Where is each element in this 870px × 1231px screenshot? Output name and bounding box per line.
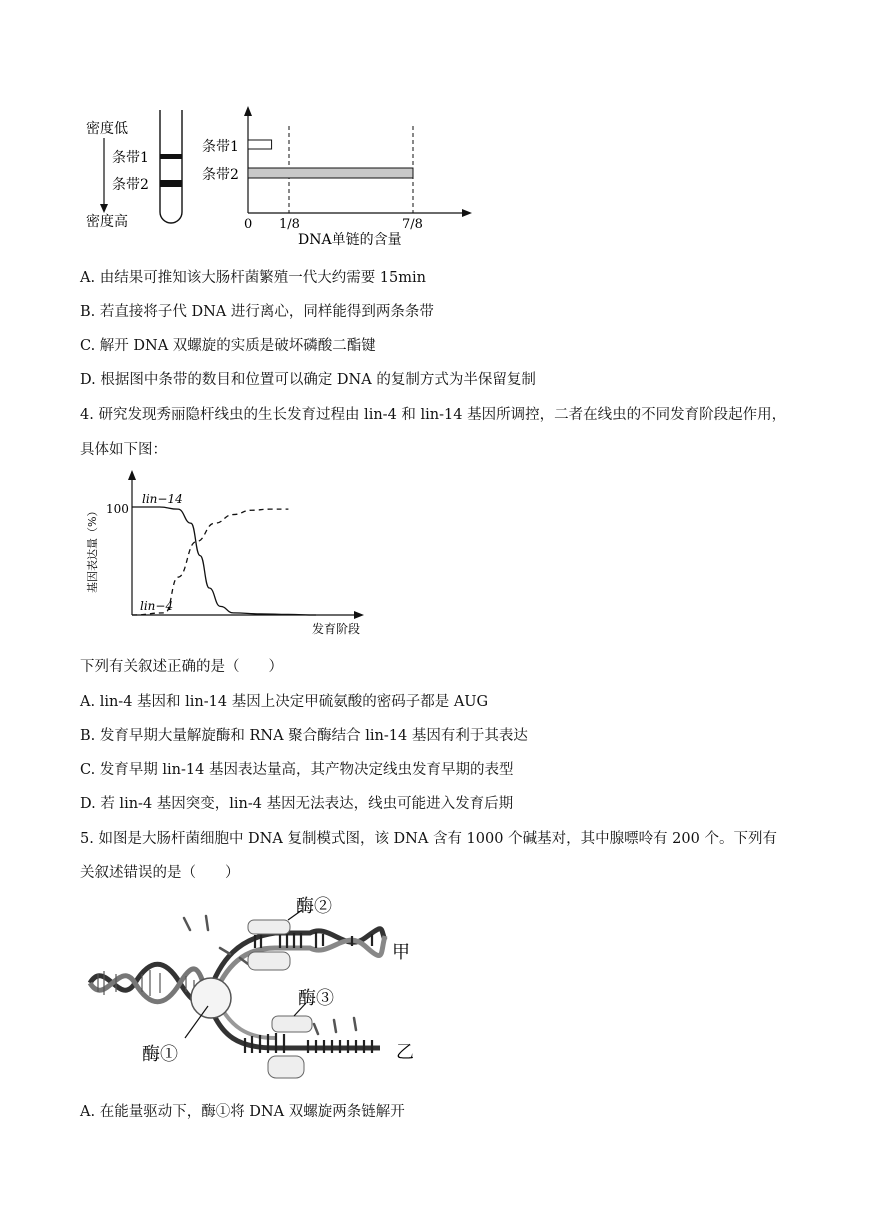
label-enzyme2: 酶② (296, 896, 332, 917)
q4-stem-line1: 4. 研究发现秀丽隐杆线虫的生长发育过程由 lin-4 和 lin-14 基因所调控，二者在线虫的不同发育阶段起作用， (80, 407, 787, 423)
series-label-lin4: lin−4 (140, 599, 174, 613)
label-tube-band1: 条带1 (112, 150, 149, 166)
q3-option-d: D. 根据图中条带的数目和位置可以确定 DNA 的复制方式为半保留复制 (80, 372, 536, 388)
q4-prompt: 下列有关叙述正确的是（ ） (80, 659, 283, 675)
density-arrow-head (100, 204, 108, 213)
chart1-label-band1: 条带1 (202, 139, 239, 155)
label-density-high: 密度高 (86, 214, 128, 230)
label-enzyme3: 酶③ (298, 988, 334, 1009)
label-density-low: 密度低 (86, 121, 128, 137)
gene-expression-chart (80, 465, 380, 643)
q5-option-a: A. 在能量驱动下，酶①将 DNA 双螺旋两条链解开 (80, 1104, 405, 1120)
chart1-label-band2: 条带2 (202, 167, 239, 183)
chart1-tick-1-8: 1/8 (279, 217, 300, 232)
parent-helix (90, 964, 208, 1002)
label-strand-yi: 乙 (396, 1042, 414, 1063)
bar-band-2 (248, 168, 413, 178)
q3-option-c: C. 解开 DNA 双螺旋的实质是破坏磷酸二酯键 (80, 338, 376, 354)
label-strand-jia: 甲 (392, 942, 410, 963)
q5-stem-line1: 5. 如图是大肠杆菌细胞中 DNA 复制模式图，该 DNA 含有 1000 个碱基对，其中腺嘌呤有 200 个。下列有 (80, 831, 777, 847)
q4-option-a: A. lin-4 基因和 lin-14 基因上决定甲硫氨酸的密码子都是 AUG (80, 694, 489, 710)
figure1-svg (80, 100, 490, 250)
label-tube-band2: 条带2 (112, 177, 149, 193)
chart1-tick-0: 0 (244, 217, 253, 232)
label-enzyme1: 酶① (142, 1044, 178, 1065)
bar-band-1 (248, 140, 272, 149)
q4-option-d: D. 若 lin-4 基因突变，lin-4 基因无法表达，线虫可能进入发育后期 (80, 796, 514, 812)
chart1-tick-7-8: 7/8 (402, 217, 423, 232)
chart1-x-label: DNA单链的含量 (298, 232, 402, 248)
centrifuge-tube (160, 110, 182, 223)
chart2-y-tick-100: 100 (106, 502, 129, 516)
q3-option-a: A. 由结果可推知该大肠杆菌繁殖一代大约需要 15min (80, 270, 426, 286)
dna-replication-diagram (80, 888, 430, 1088)
q4-option-c: C. 发育早期 lin-14 基因表达量高，其产物决定线虫发育早期的表型 (80, 762, 514, 778)
q4-option-b: B. 发育早期大量解旋酶和 RNA 聚合酶结合 lin-14 基因有利于其表达 (80, 728, 528, 744)
tube-band-2 (161, 180, 182, 187)
q4-stem-line2: 具体如下图： (80, 442, 167, 458)
enzyme1-shape (191, 978, 231, 1018)
chart2-x-label: 发育阶段 (312, 622, 361, 636)
chart2-y-label: 基因表达量（%） (86, 505, 99, 593)
q3-option-b: B. 若直接将子代 DNA 进行离心，同样能得到两条条带 (80, 304, 434, 320)
tube-band-1 (161, 154, 182, 159)
q5-stem-line2: 关叙述错误的是（ ） (80, 865, 240, 881)
upper-daughter-duplex (208, 929, 385, 1000)
series-label-lin14: lin−14 (142, 492, 183, 506)
